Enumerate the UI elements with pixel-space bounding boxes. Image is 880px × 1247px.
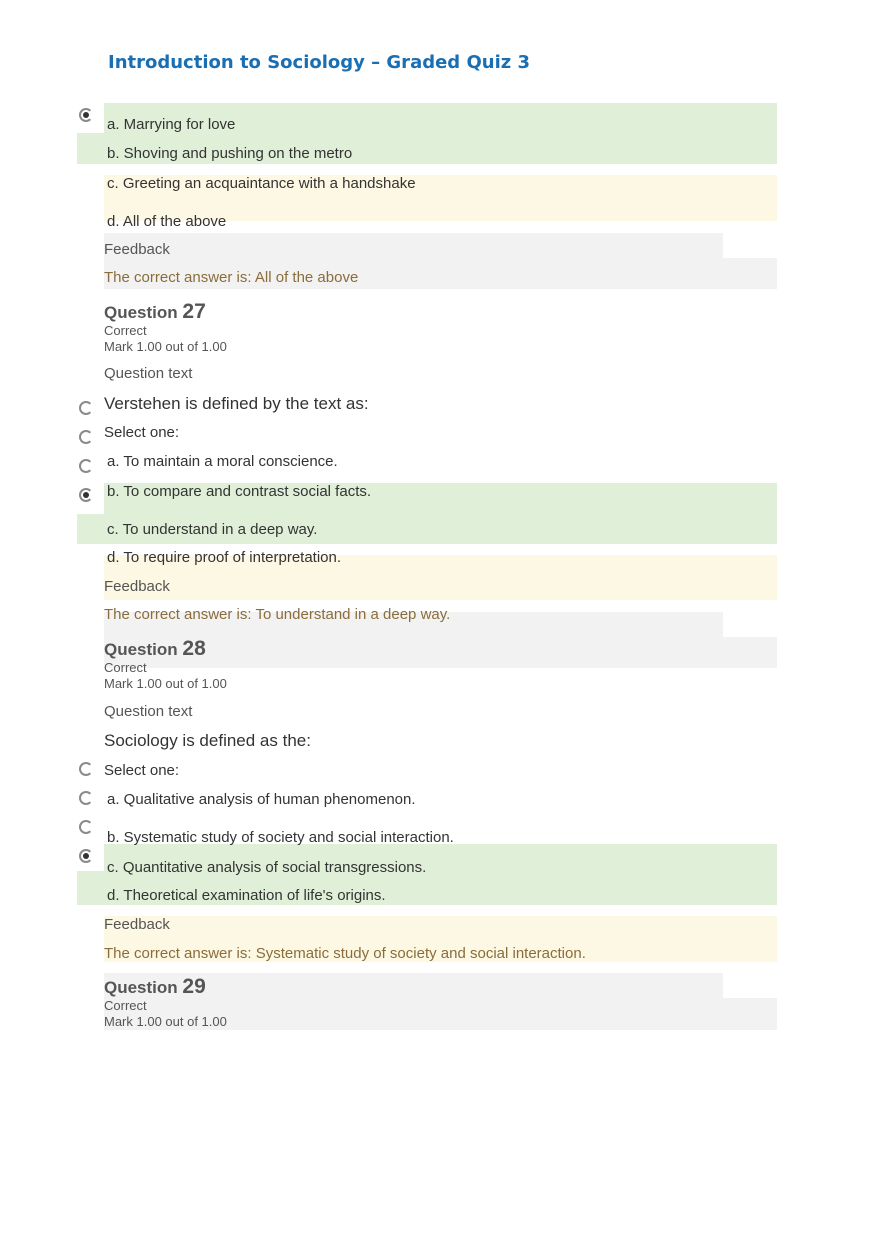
option-c[interactable]: c. Greeting an acquaintance with a handshake — [107, 175, 416, 192]
option-c[interactable]: c. Quantitative analysis of social transgressions. — [107, 859, 427, 876]
question-mark: Mark 1.00 out of 1.00 — [104, 676, 227, 691]
feedback-label: Feedback — [104, 916, 170, 933]
question-mark: Mark 1.00 out of 1.00 — [104, 1014, 227, 1029]
correct-answer-text: The correct answer is: All of the above — [104, 269, 359, 286]
radio-button[interactable] — [79, 791, 93, 805]
question-number: 28 — [182, 637, 206, 660]
question-text-label: Question text — [104, 703, 193, 720]
radio-button[interactable] — [79, 401, 93, 415]
question-number: 29 — [182, 975, 206, 998]
radio-button-selected[interactable] — [79, 849, 93, 863]
option-c[interactable]: c. To understand in a deep way. — [107, 521, 318, 538]
radio-button[interactable] — [79, 762, 93, 776]
radio-button-selected[interactable] — [79, 108, 93, 122]
feedback-label: Feedback — [104, 241, 170, 258]
correct-answer-text: The correct answer is: Systematic study of society and social interaction. — [104, 945, 586, 962]
question-heading — [104, 300, 206, 324]
question-heading — [104, 637, 206, 661]
question-label: Question — [104, 640, 178, 659]
question-prompt: Verstehen is defined by the text as: — [104, 394, 369, 413]
radio-button-selected[interactable] — [79, 488, 93, 502]
question-number: 27 — [182, 300, 206, 323]
feedback-panel — [104, 233, 723, 258]
question-text-label: Question text — [104, 365, 193, 382]
select-one-label: Select one: — [104, 424, 180, 441]
option-a[interactable]: a. To maintain a moral conscience. — [107, 453, 338, 470]
option-b[interactable]: b. Systematic study of society and social interaction. — [107, 829, 454, 846]
question-heading — [104, 975, 206, 999]
question-label: Question — [104, 978, 178, 997]
question-status: Correct — [104, 323, 147, 338]
page-title: Introduction to Sociology – Graded Quiz 3 — [108, 52, 531, 73]
feedback-label: Feedback — [104, 578, 170, 595]
option-a[interactable]: a. Qualitative analysis of human phenomenon. — [107, 791, 416, 808]
option-b[interactable]: b. To compare and contrast social facts. — [107, 483, 372, 500]
question-label: Question — [104, 303, 178, 322]
question-mark: Mark 1.00 out of 1.00 — [104, 339, 227, 354]
question-status: Correct — [104, 998, 147, 1013]
radio-button[interactable] — [79, 459, 93, 473]
select-one-label: Select one: — [104, 762, 180, 779]
question-status: Correct — [104, 660, 147, 675]
option-d[interactable]: d. To require proof of interpretation. — [107, 549, 342, 566]
option-d[interactable]: d. All of the above — [107, 213, 227, 230]
option-a[interactable]: a. Marrying for love — [107, 116, 236, 133]
radio-button[interactable] — [79, 820, 93, 834]
correct-answer-text: The correct answer is: To understand in a deep way. — [104, 606, 451, 623]
radio-button[interactable] — [79, 430, 93, 444]
question-prompt: Sociology is defined as the: — [104, 731, 311, 750]
option-b[interactable]: b. Shoving and pushing on the metro — [107, 145, 353, 162]
option-d[interactable]: d. Theoretical examination of life's origins. — [107, 887, 386, 904]
